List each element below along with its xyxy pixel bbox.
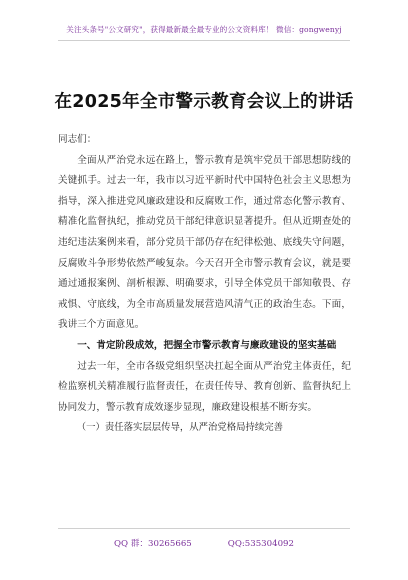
page-title: 在2025年全市警示教育会议上的讲话 [54, 92, 354, 112]
header-divider [58, 40, 350, 41]
footer [0, 537, 408, 549]
footer-qq-contact: QQ:535304092 [227, 539, 294, 549]
paragraph-intro: 全面从严治党永远在路上，警示教育是筑牢党员干部思想防线的关键抓手。过去一年，我市以习近平新时代中国特色社会主义思想为指导，深入推进党风廉政建设和反腐败工作，通过常态化警示教育、精准化监督执纪，推动党员干部纪律意识显著提升。但从近期查处的违纪违法案例来看，部分党员干部仍存在纪律松弛、底线失守问题，反腐败斗争形势依然严峻复杂。今天召开全市警示教育会议，就是要通过通报案例、剖析根源、明确要求，引导全体党员干部知敬畏、存戒惧、守底线，为全市高质量发展营造风清气正的政治生态。下面，我讲三个方面意见。 [58, 154, 351, 331]
document-body [58, 130, 351, 439]
header-note: 关注头条号"公文研究"，获得最新最全最专业的公文资料库！ 微信：gongwenyj [66, 25, 342, 34]
footer-qq-group: QQ 群：30265665 [114, 539, 192, 549]
section-heading-1: 一、肯定阶段成效，把握全市警示教育与廉政建设的坚实基础 [77, 339, 337, 351]
paragraph-section-1: 过去一年，全市各级党组织坚决扛起全面从严治党主体责任，纪检监察机关精准履行监督责任，在责任传导、教育创新、监督执纪上协同发力，警示教育成效逐步显现，廉政建设根基不断夯实。 [58, 360, 351, 413]
subsection-heading-1: （一）责任落实层层传导，从严治党格局持续完善 [76, 422, 284, 434]
footer-divider [58, 528, 350, 529]
salutation: 同志们： [58, 134, 97, 145]
